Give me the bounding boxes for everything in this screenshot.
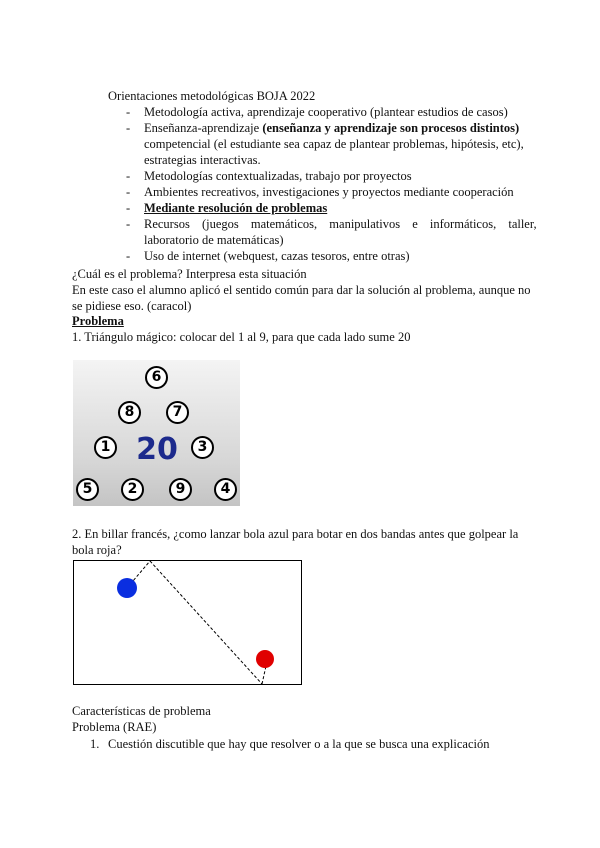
bullet-7: Uso de internet (webquest, cazas tesoros, entre otras) xyxy=(144,249,410,263)
triangle-number: 1 xyxy=(94,436,117,459)
bullet-4: Ambientes recreativos, investigaciones y proyectos mediante cooperación xyxy=(144,185,514,199)
bullet-1: Metodología activa, aprendizaje cooperativo (plantear estudios de casos) xyxy=(144,105,508,119)
triangle-number: 2 xyxy=(121,478,144,501)
question: ¿Cuál es el problema? Interpresa esta situación xyxy=(72,267,307,281)
bullet-2-pre: Enseñanza-aprendizaje xyxy=(144,121,263,135)
bullet-2-bold: (enseñanza y aprendizaje son procesos distintos) xyxy=(262,121,520,135)
problem-2-text: 2. En billar francés, ¿como lanzar bola azul para botar en dos bandas antes que golpear la xyxy=(72,527,519,541)
bullet-marker: - xyxy=(126,249,131,263)
triangle-number: 8 xyxy=(118,401,141,424)
bullet-marker: - xyxy=(126,185,131,199)
bullet-6: Recursos (juegos matemáticos, manipulativos e informáticos, taller, xyxy=(144,217,537,231)
triangle-number: 9 xyxy=(169,478,192,501)
bullet-5: Mediante resolución de problemas xyxy=(144,201,328,215)
rae-item-text: Cuestión discutible que hay que resolver o a la que se busca una explicación xyxy=(108,737,490,751)
section-heading: Orientaciones metodológicas BOJA 2022 xyxy=(108,89,316,103)
problema-rae: Problema (RAE) xyxy=(72,720,157,734)
bullet-2 xyxy=(144,121,519,135)
red-ball xyxy=(256,650,274,668)
magic-triangle-image xyxy=(73,360,240,506)
problema-title: Problema xyxy=(72,314,124,328)
bullet-2-line2: competencial (el estudiante sea capaz de plantear problemas, hipótesis, etc), xyxy=(144,137,524,151)
triangle-number: 4 xyxy=(214,478,237,501)
rae-item-number: 1. xyxy=(90,737,100,751)
bullet-2-line3: estrategias interactivas. xyxy=(144,153,261,167)
bullet-3: Metodologías contextualizadas, trabajo por proyectos xyxy=(144,169,412,183)
bullet-marker: - xyxy=(126,105,131,119)
bullet-marker: - xyxy=(126,121,131,135)
paragraph-line-1: En este caso el alumno aplicó el sentido común para dar la solución al problema, aunque no xyxy=(72,283,531,297)
triangle-center-sum: 20 xyxy=(136,432,178,467)
problem-2-text-line2: bola roja? xyxy=(72,543,122,557)
bullet-marker: - xyxy=(126,201,131,215)
bullet-marker: - xyxy=(126,217,131,231)
triangle-number: 7 xyxy=(166,401,189,424)
billiard-diagram xyxy=(73,560,302,685)
triangle-number: 3 xyxy=(191,436,214,459)
caracteristicas-heading: Características de problema xyxy=(72,704,211,718)
paragraph-line-2: se pidiese eso. (caracol) xyxy=(72,299,192,313)
blue-ball xyxy=(117,578,137,598)
problem-1-text: 1. Triángulo mágico: colocar del 1 al 9, para que cada lado sume 20 xyxy=(72,330,411,344)
bullet-marker: - xyxy=(126,169,131,183)
triangle-number: 5 xyxy=(76,478,99,501)
triangle-number: 6 xyxy=(145,366,168,389)
bullet-6-line2: laboratorio de matemáticas) xyxy=(144,233,284,247)
